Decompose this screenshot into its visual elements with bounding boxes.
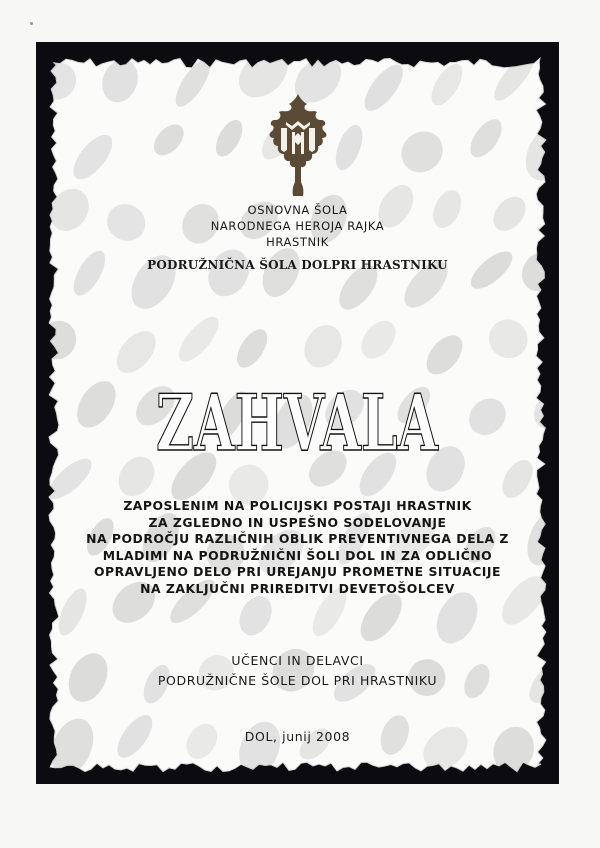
oak-leaf-emblem-icon [262,92,334,202]
date-line: DOL, junij 2008 [244,729,351,744]
signature-line: UČENCI IN DELAVCI [231,653,364,668]
message-line: ZAPOSLENIM NA POLICIJSKI POSTAJI HRASTNIK [123,498,472,513]
message-line: ZA ZGLEDNO IN USPEŠNO SODELOVANJE [148,514,447,530]
certificate-content [36,42,559,784]
school-line: NARODNEGA HEROJA RAJKA [210,219,385,233]
title-text: ZAHVALA [156,378,439,456]
title-heading [36,356,559,456]
signature-line: PODRUŽNIČNE ŠOLE DOL PRI HRASTNIKU [157,673,438,688]
scan-speck [30,22,33,25]
message-line: OPRAVLJENO DELO PRI UREJANJU PROMETNE SITUACIJE [94,564,501,579]
signature-block [36,651,559,691]
school-line: HRASTNIK [266,235,329,249]
message-line: MLADIMI NA PODRUŽNIČNI ŠOLI DOL IN ZA ODLIČNO [102,547,493,563]
school-line: OSNOVNA ŠOLA [247,203,348,217]
message-block [36,498,559,597]
branch-school-name: PODRUŽNIČNA ŠOLA DOLPRI HRASTNIKU [147,258,448,272]
message-line: NA ZAKLJUČNI PRIREDITVI DEVETOŠOLCEV [140,580,455,596]
message-line: NA PODROČJU RAZLIČNIH OBLIK PREVENTIVNEGA DELA Z [86,531,509,546]
school-name-block [36,202,559,250]
